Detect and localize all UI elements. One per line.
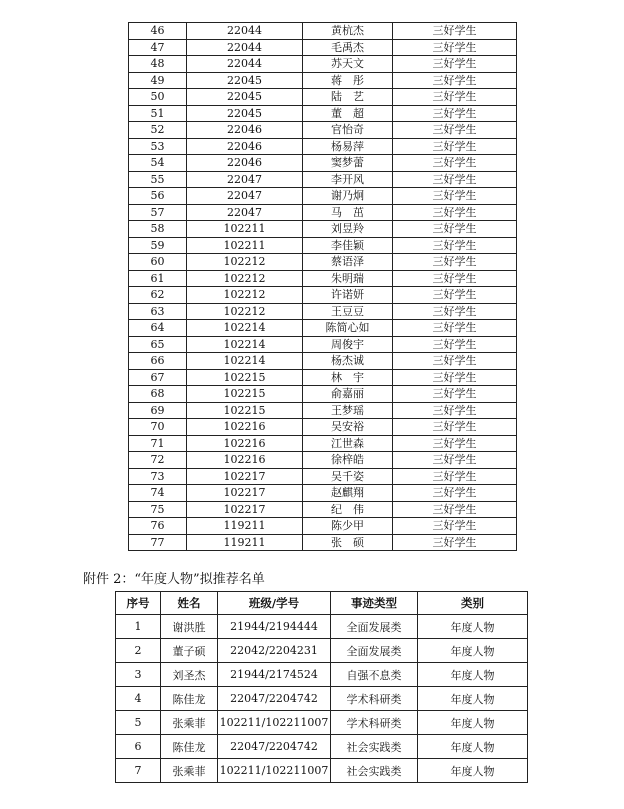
cell-class: 22046 xyxy=(187,155,303,172)
cell-award: 三好学生 xyxy=(393,336,517,353)
cell-no: 72 xyxy=(129,452,187,469)
cell-class: 102211 xyxy=(187,221,303,238)
cell-no: 75 xyxy=(129,501,187,518)
cell-award: 三好学生 xyxy=(393,221,517,238)
cell-no: 77 xyxy=(129,534,187,551)
cell-award: 三好学生 xyxy=(393,287,517,304)
cell-no: 59 xyxy=(129,237,187,254)
cell-class: 22045 xyxy=(187,72,303,89)
cell-class: 22046 xyxy=(187,122,303,139)
student-row xyxy=(129,468,517,485)
cell-no: 6 xyxy=(116,735,161,759)
student-row xyxy=(129,336,517,353)
cell-no: 47 xyxy=(129,39,187,56)
cell-class-id: 102211/102211007 xyxy=(218,711,331,735)
cell-type: 自强不息类 xyxy=(331,663,418,687)
student-row xyxy=(129,254,517,271)
cell-class: 102217 xyxy=(187,485,303,502)
cell-class-id: 22047/2204742 xyxy=(218,735,331,759)
cell-class: 102215 xyxy=(187,386,303,403)
cell-class: 102212 xyxy=(187,254,303,271)
student-list-body xyxy=(129,23,517,551)
cell-no: 74 xyxy=(129,485,187,502)
cell-no: 66 xyxy=(129,353,187,370)
header-category: 类别 xyxy=(418,592,528,615)
cell-name: 吴安裕 xyxy=(303,419,393,436)
cell-award: 三好学生 xyxy=(393,534,517,551)
cell-type: 全面发展类 xyxy=(331,639,418,663)
cell-class: 102216 xyxy=(187,452,303,469)
cell-class: 22044 xyxy=(187,39,303,56)
cell-name: 陈少甲 xyxy=(303,518,393,535)
cell-no: 67 xyxy=(129,369,187,386)
cell-award: 三好学生 xyxy=(393,39,517,56)
cell-name: 林 宇 xyxy=(303,369,393,386)
cell-award: 三好学生 xyxy=(393,122,517,139)
cell-category: 年度人物 xyxy=(418,735,528,759)
cell-type: 全面发展类 xyxy=(331,615,418,639)
student-row xyxy=(129,287,517,304)
cell-award: 三好学生 xyxy=(393,452,517,469)
cell-no: 5 xyxy=(116,711,161,735)
student-row xyxy=(129,89,517,106)
cell-name: 马 茁 xyxy=(303,204,393,221)
cell-name: 陈佳龙 xyxy=(161,735,218,759)
cell-name: 朱明瑞 xyxy=(303,270,393,287)
cell-award: 三好学生 xyxy=(393,303,517,320)
cell-no: 76 xyxy=(129,518,187,535)
header-class-id: 班级/学号 xyxy=(218,592,331,615)
cell-name: 刘圣杰 xyxy=(161,663,218,687)
cell-award: 三好学生 xyxy=(393,138,517,155)
cell-award: 三好学生 xyxy=(393,518,517,535)
cell-class: 102212 xyxy=(187,303,303,320)
cell-no: 55 xyxy=(129,171,187,188)
cell-class: 22045 xyxy=(187,105,303,122)
cell-name: 董 超 xyxy=(303,105,393,122)
cell-class: 102217 xyxy=(187,501,303,518)
cell-name: 徐梓皓 xyxy=(303,452,393,469)
cell-class: 102215 xyxy=(187,369,303,386)
student-row xyxy=(129,237,517,254)
cell-name: 李开风 xyxy=(303,171,393,188)
cell-name: 陈佳龙 xyxy=(161,687,218,711)
cell-class: 119211 xyxy=(187,534,303,551)
cell-category: 年度人物 xyxy=(418,663,528,687)
student-row xyxy=(129,303,517,320)
cell-name: 杨杰诚 xyxy=(303,353,393,370)
cell-class: 102212 xyxy=(187,270,303,287)
nominee-row xyxy=(116,711,528,735)
student-row xyxy=(129,435,517,452)
student-row xyxy=(129,105,517,122)
cell-award: 三好学生 xyxy=(393,468,517,485)
cell-award: 三好学生 xyxy=(393,23,517,40)
nominee-row xyxy=(116,663,528,687)
cell-class-id: 21944/2174524 xyxy=(218,663,331,687)
student-row xyxy=(129,402,517,419)
cell-no: 7 xyxy=(116,759,161,783)
cell-name: 张乘菲 xyxy=(161,759,218,783)
cell-category: 年度人物 xyxy=(418,639,528,663)
cell-name: 周俊宇 xyxy=(303,336,393,353)
cell-award: 三好学生 xyxy=(393,501,517,518)
cell-no: 2 xyxy=(116,639,161,663)
cell-no: 3 xyxy=(116,663,161,687)
cell-name: 官怡奇 xyxy=(303,122,393,139)
cell-no: 62 xyxy=(129,287,187,304)
cell-class: 102211 xyxy=(187,237,303,254)
cell-name: 陆 艺 xyxy=(303,89,393,106)
cell-no: 56 xyxy=(129,188,187,205)
cell-award: 三好学生 xyxy=(393,89,517,106)
student-row xyxy=(129,501,517,518)
cell-class-id: 21944/2194444 xyxy=(218,615,331,639)
cell-class: 22046 xyxy=(187,138,303,155)
cell-class: 102215 xyxy=(187,402,303,419)
cell-name: 江世森 xyxy=(303,435,393,452)
cell-award: 三好学生 xyxy=(393,353,517,370)
student-row xyxy=(129,204,517,221)
cell-type: 学术科研类 xyxy=(331,687,418,711)
student-row xyxy=(129,221,517,238)
appendix2-heading: 附件 2：“年度人物”拟推荐名单 xyxy=(83,572,265,587)
cell-name: 陈简心如 xyxy=(303,320,393,337)
cell-award: 三好学生 xyxy=(393,171,517,188)
cell-class: 102216 xyxy=(187,435,303,452)
cell-award: 三好学生 xyxy=(393,369,517,386)
nominee-row xyxy=(116,687,528,711)
student-row xyxy=(129,419,517,436)
cell-award: 三好学生 xyxy=(393,435,517,452)
cell-name: 俞嘉丽 xyxy=(303,386,393,403)
student-row xyxy=(129,138,517,155)
student-row xyxy=(129,188,517,205)
cell-award: 三好学生 xyxy=(393,386,517,403)
header-type: 事迹类型 xyxy=(331,592,418,615)
cell-class: 102217 xyxy=(187,468,303,485)
cell-category: 年度人物 xyxy=(418,759,528,783)
cell-name: 李佳颖 xyxy=(303,237,393,254)
cell-no: 64 xyxy=(129,320,187,337)
cell-award: 三好学生 xyxy=(393,56,517,73)
nominee-table xyxy=(115,591,528,783)
header-no: 序号 xyxy=(116,592,161,615)
cell-name: 纪 伟 xyxy=(303,501,393,518)
cell-class: 102214 xyxy=(187,320,303,337)
cell-award: 三好学生 xyxy=(393,237,517,254)
cell-award: 三好学生 xyxy=(393,204,517,221)
student-list-table xyxy=(128,22,517,551)
cell-type: 社会实践类 xyxy=(331,759,418,783)
cell-class: 102214 xyxy=(187,353,303,370)
cell-no: 46 xyxy=(129,23,187,40)
cell-no: 61 xyxy=(129,270,187,287)
cell-award: 三好学生 xyxy=(393,188,517,205)
cell-no: 69 xyxy=(129,402,187,419)
cell-class: 22047 xyxy=(187,171,303,188)
student-row xyxy=(129,353,517,370)
cell-class-id: 22042/2204231 xyxy=(218,639,331,663)
cell-name: 谢洪胜 xyxy=(161,615,218,639)
cell-award: 三好学生 xyxy=(393,105,517,122)
cell-name: 苏天文 xyxy=(303,56,393,73)
cell-no: 71 xyxy=(129,435,187,452)
cell-category: 年度人物 xyxy=(418,711,528,735)
cell-name: 蒋 彤 xyxy=(303,72,393,89)
cell-name: 董子硕 xyxy=(161,639,218,663)
cell-no: 50 xyxy=(129,89,187,106)
cell-no: 68 xyxy=(129,386,187,403)
cell-class: 22047 xyxy=(187,188,303,205)
cell-name: 蔡语泽 xyxy=(303,254,393,271)
cell-name: 杨易萍 xyxy=(303,138,393,155)
student-row xyxy=(129,369,517,386)
cell-name: 窦梦蕾 xyxy=(303,155,393,172)
nominee-row xyxy=(116,735,528,759)
cell-class: 22047 xyxy=(187,204,303,221)
student-row xyxy=(129,39,517,56)
cell-award: 三好学生 xyxy=(393,320,517,337)
student-row xyxy=(129,485,517,502)
nominee-row xyxy=(116,615,528,639)
cell-name: 王豆豆 xyxy=(303,303,393,320)
student-row xyxy=(129,23,517,40)
nominee-body xyxy=(116,615,528,783)
cell-class-id: 22047/2204742 xyxy=(218,687,331,711)
cell-no: 58 xyxy=(129,221,187,238)
nominee-row xyxy=(116,759,528,783)
cell-no: 54 xyxy=(129,155,187,172)
nominee-row xyxy=(116,639,528,663)
cell-award: 三好学生 xyxy=(393,254,517,271)
student-row xyxy=(129,534,517,551)
cell-no: 1 xyxy=(116,615,161,639)
cell-award: 三好学生 xyxy=(393,72,517,89)
cell-category: 年度人物 xyxy=(418,615,528,639)
cell-no: 73 xyxy=(129,468,187,485)
cell-type: 学术科研类 xyxy=(331,711,418,735)
cell-name: 张乘菲 xyxy=(161,711,218,735)
cell-name: 毛禹杰 xyxy=(303,39,393,56)
cell-name: 黄杭杰 xyxy=(303,23,393,40)
cell-no: 52 xyxy=(129,122,187,139)
cell-name: 谢乃炯 xyxy=(303,188,393,205)
cell-class: 119211 xyxy=(187,518,303,535)
cell-name: 王梦瑶 xyxy=(303,402,393,419)
cell-class-id: 102211/102211007 xyxy=(218,759,331,783)
cell-name: 刘昱羚 xyxy=(303,221,393,238)
cell-award: 三好学生 xyxy=(393,155,517,172)
cell-no: 63 xyxy=(129,303,187,320)
cell-class: 102214 xyxy=(187,336,303,353)
cell-class: 102212 xyxy=(187,287,303,304)
cell-class: 22044 xyxy=(187,56,303,73)
cell-no: 48 xyxy=(129,56,187,73)
cell-no: 70 xyxy=(129,419,187,436)
cell-no: 53 xyxy=(129,138,187,155)
student-row xyxy=(129,72,517,89)
student-row xyxy=(129,155,517,172)
cell-class: 102216 xyxy=(187,419,303,436)
cell-no: 57 xyxy=(129,204,187,221)
cell-name: 许诺妍 xyxy=(303,287,393,304)
student-row xyxy=(129,270,517,287)
cell-no: 51 xyxy=(129,105,187,122)
student-row xyxy=(129,386,517,403)
cell-class: 22044 xyxy=(187,23,303,40)
cell-award: 三好学生 xyxy=(393,402,517,419)
cell-name: 吴千姿 xyxy=(303,468,393,485)
cell-award: 三好学生 xyxy=(393,270,517,287)
cell-no: 49 xyxy=(129,72,187,89)
cell-award: 三好学生 xyxy=(393,419,517,436)
nominee-header-row xyxy=(116,592,528,615)
cell-class: 22045 xyxy=(187,89,303,106)
cell-name: 张 硕 xyxy=(303,534,393,551)
header-name: 姓名 xyxy=(161,592,218,615)
cell-no: 4 xyxy=(116,687,161,711)
student-row xyxy=(129,518,517,535)
student-row xyxy=(129,171,517,188)
student-row xyxy=(129,452,517,469)
cell-award: 三好学生 xyxy=(393,485,517,502)
cell-type: 社会实践类 xyxy=(331,735,418,759)
cell-no: 65 xyxy=(129,336,187,353)
cell-category: 年度人物 xyxy=(418,687,528,711)
student-row xyxy=(129,56,517,73)
cell-no: 60 xyxy=(129,254,187,271)
student-row xyxy=(129,122,517,139)
student-row xyxy=(129,320,517,337)
cell-name: 赵麒翔 xyxy=(303,485,393,502)
